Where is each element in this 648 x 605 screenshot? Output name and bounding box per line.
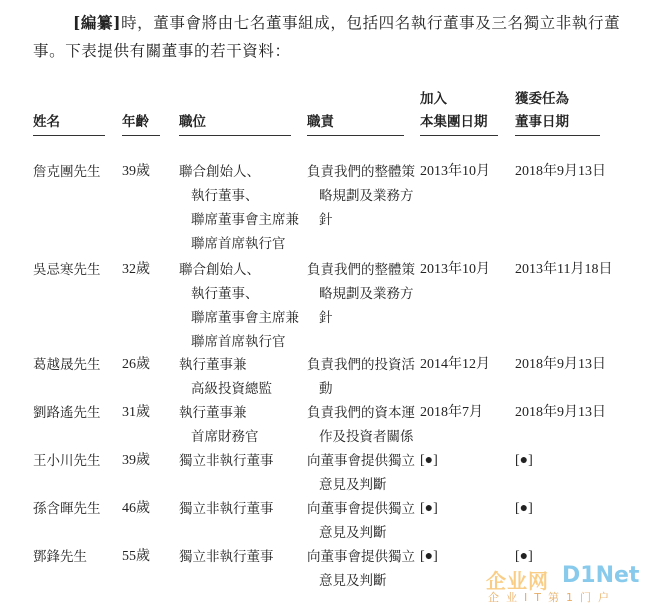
header-appoint-date — [515, 89, 600, 136]
director-position-line: 獨立非執行董事 — [179, 549, 274, 565]
watermark-tagline: 企业IT第1门户 — [488, 591, 616, 604]
header-duties: 職責 — [307, 112, 404, 136]
director-name: 劉路遙先生 — [33, 405, 101, 421]
director-position — [179, 160, 299, 256]
join-date: [●] — [420, 549, 438, 564]
appointment-date: [●] — [515, 501, 533, 516]
header-age: 年齡 — [122, 112, 160, 136]
director-duties-line: 負責我們的整體策 — [307, 164, 415, 180]
director-duties-line: 負責我們的投資活 — [307, 357, 415, 373]
director-name: 葛越晟先生 — [33, 357, 101, 373]
director-position-line: 聯合創始人、 — [179, 164, 260, 180]
director-duties — [307, 258, 415, 330]
watermark-brand: 企业网 — [486, 569, 549, 593]
director-position-line: 獨立非執行董事 — [179, 501, 274, 517]
director-duties-line: 意見及判斷 — [319, 477, 387, 493]
director-age: 46歲 — [122, 501, 150, 516]
director-duties — [307, 401, 415, 449]
header-name: 姓名 — [33, 112, 105, 136]
director-name: 吳忌寒先生 — [33, 262, 101, 278]
director-position — [179, 401, 259, 449]
director-position — [179, 545, 274, 569]
appointment-date: [●] — [515, 453, 533, 468]
intro-paragraph — [33, 9, 633, 65]
header-appoint-line2: 董事日期 — [515, 114, 569, 130]
director-name: 詹克團先生 — [33, 164, 101, 180]
director-position-line: 聯席首席執行官 — [191, 236, 286, 252]
director-duties-line: 針 — [319, 212, 333, 228]
header-join-date — [420, 89, 498, 136]
intro-line-1-text: 時，董事會將由七名董事組成，包括四名執行董事及三名獨立非執行董 — [121, 14, 621, 32]
director-duties — [307, 545, 415, 593]
director-duties-line: 向董事會提供獨立 — [307, 453, 415, 469]
header-join-line1: 加入 — [420, 91, 447, 107]
join-date: 2018年7月 — [420, 405, 483, 420]
director-position — [179, 449, 274, 473]
join-date: [●] — [420, 501, 438, 516]
director-duties-line: 動 — [319, 381, 333, 397]
director-duties — [307, 160, 415, 232]
director-position-line: 聯合創始人、 — [179, 262, 260, 278]
director-duties — [307, 449, 415, 497]
director-duties-line: 向董事會提供獨立 — [307, 549, 415, 565]
director-position-line: 執行董事兼 — [179, 405, 247, 421]
director-position-line: 執行董事、 — [191, 286, 259, 302]
join-date: 2013年10月 — [420, 262, 490, 277]
director-age: 55歲 — [122, 549, 150, 564]
header-position: 職位 — [179, 112, 291, 136]
director-duties-line: 意見及判斷 — [319, 525, 387, 541]
appointment-date: 2018年9月13日 — [515, 405, 606, 420]
appointment-date: 2018年9月13日 — [515, 164, 606, 179]
director-age: 39歲 — [122, 453, 150, 468]
director-duties-line: 意見及判斷 — [319, 573, 387, 589]
director-position — [179, 258, 299, 354]
director-duties-line: 向董事會提供獨立 — [307, 501, 415, 517]
header-appoint-line1: 獲委任為 — [515, 91, 569, 107]
director-position-line: 執行董事、 — [191, 188, 259, 204]
director-age: 32歲 — [122, 262, 150, 277]
director-position-line: 聯席首席執行官 — [191, 334, 286, 350]
director-position — [179, 353, 272, 401]
director-age: 31歲 — [122, 405, 150, 420]
join-date: 2014年12月 — [420, 357, 490, 372]
director-position-line: 執行董事兼 — [179, 357, 247, 373]
director-position-line: 聯席董事會主席兼 — [191, 310, 299, 326]
director-duties-line: 負責我們的資本運 — [307, 405, 415, 421]
director-position-line: 高級投資總監 — [191, 381, 272, 397]
director-name: 鄧鋒先生 — [33, 549, 87, 565]
director-age: 39歲 — [122, 164, 150, 179]
join-date: 2013年10月 — [420, 164, 490, 179]
director-duties — [307, 497, 415, 545]
appointment-date: 2018年9月13日 — [515, 357, 606, 372]
intro-line-1 — [33, 9, 633, 37]
director-name: 孫含暉先生 — [33, 501, 101, 517]
director-duties-line: 略規劃及業務方 — [319, 188, 414, 204]
intro-line-2: 事。下表提供有關董事的若干資料： — [33, 42, 291, 60]
redacted-bracket: [編纂] — [73, 13, 122, 32]
director-age: 26歲 — [122, 357, 150, 372]
director-duties-line: 負責我們的整體策 — [307, 262, 415, 278]
director-position-line: 獨立非執行董事 — [179, 453, 274, 469]
appointment-date: [●] — [515, 549, 533, 564]
director-duties-line: 略規劃及業務方 — [319, 286, 414, 302]
director-position-line: 首席財務官 — [191, 429, 259, 445]
director-position — [179, 497, 274, 521]
director-duties — [307, 353, 415, 401]
director-duties-line: 針 — [319, 310, 333, 326]
join-date: [●] — [420, 453, 438, 468]
header-join-line2: 本集團日期 — [420, 114, 488, 130]
director-name: 王小川先生 — [33, 453, 101, 469]
site-watermark — [486, 565, 646, 605]
director-duties-line: 作及投資者關係 — [319, 429, 414, 445]
director-position-line: 聯席董事會主席兼 — [191, 212, 299, 228]
appointment-date: 2013年11月18日 — [515, 262, 613, 277]
watermark-logo: D1Net — [562, 563, 640, 588]
